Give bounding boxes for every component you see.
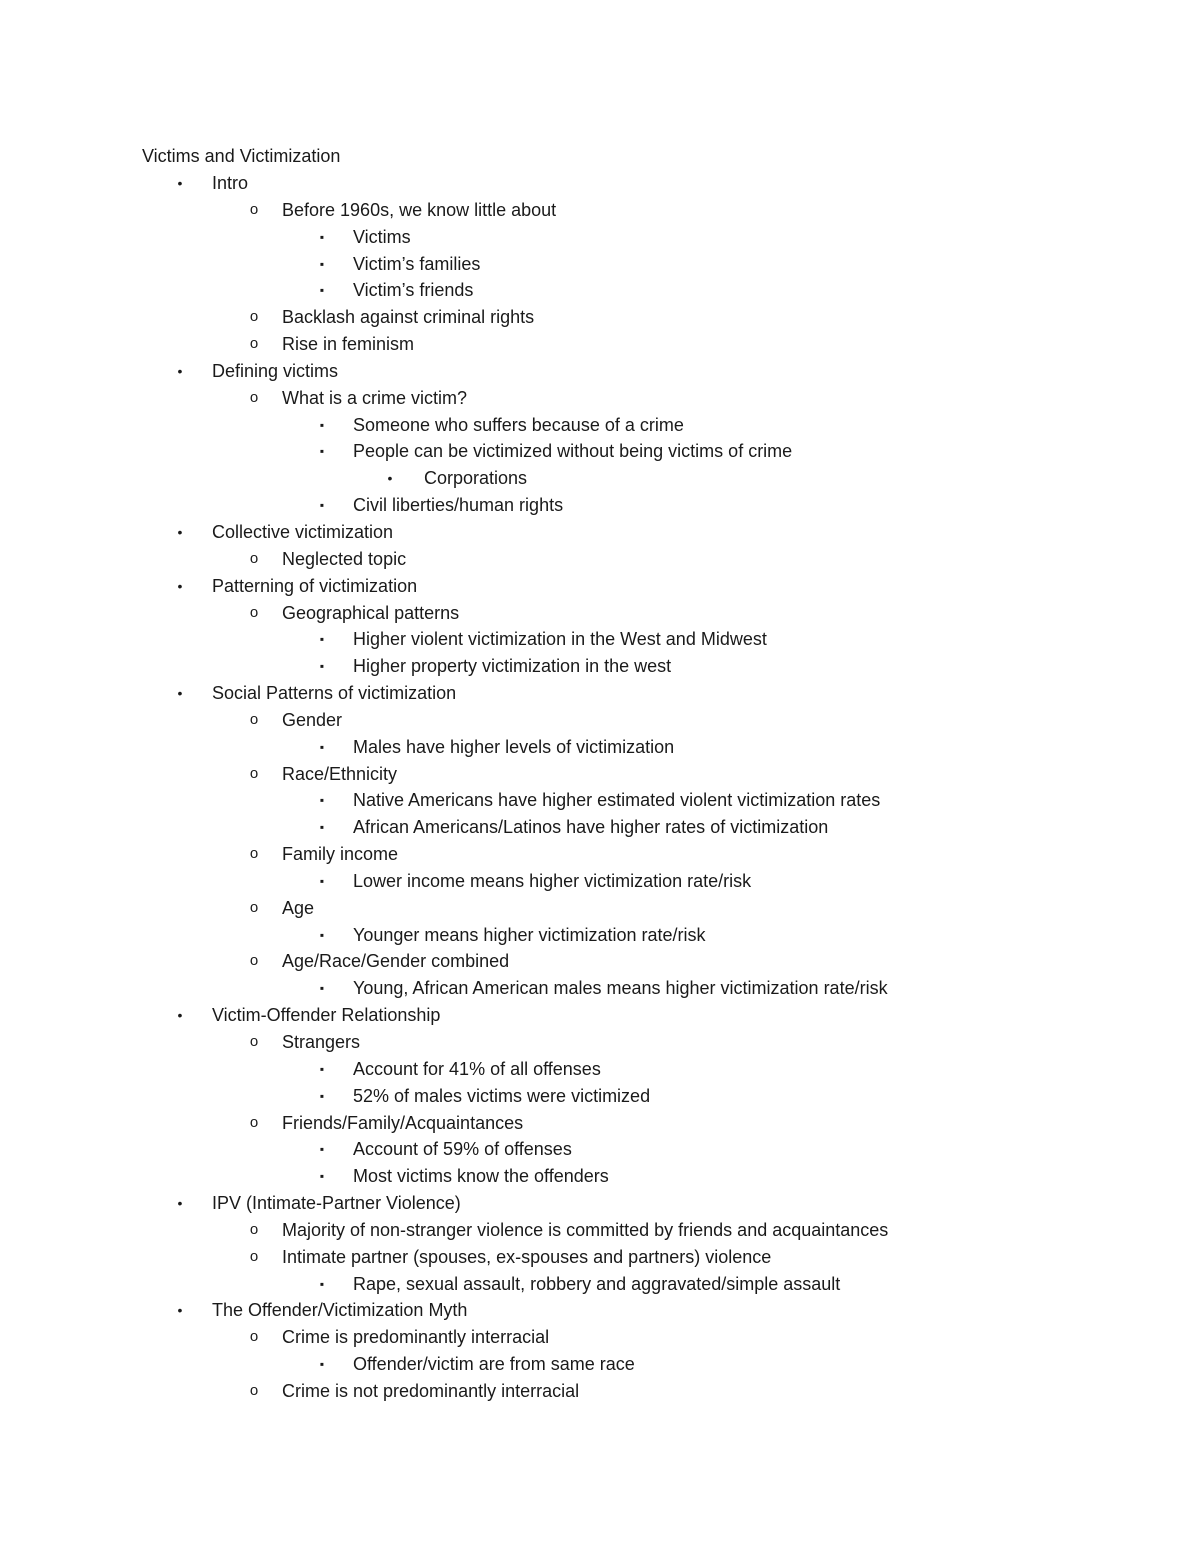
circle-marker-icon: o (249, 952, 259, 970)
list-item (0, 1002, 1200, 1029)
list-item-text: What is a crime victim? (282, 387, 468, 408)
list-item-text: Intro (212, 173, 249, 193)
square-marker-icon: ▪ (319, 498, 325, 513)
list-item-text: IPV (Intimate-Partner Violence) (212, 1193, 461, 1214)
list-item-text: Native Americans have higher estimated violent victimization rates (353, 790, 881, 811)
list-item (0, 841, 1200, 868)
bullet-marker-icon: • (177, 523, 183, 540)
list-item-text: Social Patterns of victimization (212, 683, 457, 704)
list-item-text: The Offender/Victimization Myth (212, 1300, 468, 1321)
list-item-text: 52% of males victims were victimized (353, 1085, 651, 1106)
square-marker-icon: ▪ (319, 873, 325, 888)
list-item-text: Geographical patterns (282, 602, 460, 623)
bullet-marker-icon: • (177, 1007, 183, 1024)
circle-marker-icon: o (249, 388, 259, 406)
list-item (0, 600, 1200, 627)
circle-marker-icon: o (249, 1033, 259, 1050)
square-marker-icon: ▪ (319, 793, 325, 808)
list-item-text: Victim’s friends (353, 280, 474, 301)
list-item-text: Lower income means higher victimization rate/risk (353, 870, 752, 891)
list-item (0, 707, 1200, 734)
list-item-text: Offender/victim are from same race (353, 1354, 635, 1375)
square-marker-icon: ▪ (319, 981, 325, 996)
list-item-text: Crime is predominantly interracial (282, 1327, 550, 1348)
list-item-text: Age/Race/Gender combined (282, 951, 510, 972)
list-item-text: Rape, sexual assault, robbery and aggravated/simple assault (353, 1273, 841, 1294)
list-item-text: Someone who suffers because of a crime (353, 414, 684, 435)
list-item (0, 465, 1200, 492)
square-marker-icon: ▪ (319, 1357, 325, 1372)
list-item-text: Family income (282, 844, 399, 865)
list-item (0, 948, 1200, 975)
bullet-marker-icon: • (177, 1195, 183, 1212)
bullet-marker-icon: • (177, 362, 183, 379)
square-marker-icon: ▪ (319, 283, 325, 298)
list-item-text: Collective victimization (212, 521, 394, 542)
list-item (0, 787, 1200, 814)
list-item (0, 1110, 1200, 1137)
list-item-text: Rise in feminism (282, 334, 415, 355)
square-marker-icon: ▪ (319, 927, 325, 942)
list-item-text: Backlash against criminal rights (282, 307, 535, 328)
circle-marker-icon: o (249, 335, 259, 353)
list-item (0, 385, 1200, 412)
circle-marker-icon: o (249, 898, 259, 916)
list-item-text: Victim-Offender Relationship (212, 1005, 441, 1026)
list-item-text: Victim’s families (353, 253, 481, 274)
list-item-text: Neglected topic (282, 548, 407, 569)
list-item-text: Younger means higher victimization rate/risk (353, 924, 706, 945)
list-item (0, 653, 1200, 680)
circle-marker-icon: o (249, 845, 259, 863)
list-item (0, 734, 1200, 761)
list-item-text: Corporations (424, 468, 528, 489)
bullet-marker-icon: • (177, 1302, 183, 1319)
square-marker-icon: ▪ (319, 739, 325, 754)
circle-marker-icon: o (249, 1113, 259, 1131)
circle-marker-icon: o (249, 1328, 259, 1346)
list-item (0, 170, 1200, 197)
bullet-marker-icon: • (177, 685, 183, 702)
list-item-text: Intimate partner (spouses, ex-spouses and partners) violence (282, 1246, 772, 1267)
list-item (0, 304, 1200, 331)
list-item-text: Before 1960s, we know little about (282, 199, 557, 220)
list-item (0, 197, 1200, 224)
list-item (0, 412, 1200, 439)
list-item-text: Account of 59% of offenses (353, 1139, 572, 1160)
circle-marker-icon: o (249, 1247, 259, 1265)
list-item (0, 1056, 1200, 1083)
list-item-text: Most victims know the offenders (353, 1166, 609, 1187)
list-item-text: Defining victims (212, 360, 339, 381)
list-item-text: Males have higher levels of victimization (353, 736, 675, 757)
list-item (0, 1271, 1200, 1298)
square-marker-icon: ▪ (319, 1088, 325, 1103)
list-item-text: Young, African American males means higher victimization rate/risk (353, 978, 888, 999)
list-item-text: Higher violent victimization in the West and Midwest (353, 629, 767, 650)
square-marker-icon: ▪ (319, 820, 325, 835)
square-marker-icon: ▪ (319, 1061, 325, 1076)
list-item (0, 251, 1200, 278)
list-item (0, 1244, 1200, 1271)
square-marker-icon: ▪ (319, 229, 325, 244)
outline-list (0, 170, 1200, 1405)
square-marker-icon: ▪ (319, 632, 325, 647)
list-item (0, 1378, 1200, 1405)
list-item (0, 868, 1200, 895)
square-marker-icon: ▪ (319, 417, 325, 432)
list-item (0, 680, 1200, 707)
list-item (0, 546, 1200, 573)
bullet-marker-icon: • (177, 175, 183, 191)
list-item (0, 922, 1200, 949)
list-item (0, 1217, 1200, 1244)
list-item (0, 1029, 1200, 1056)
circle-marker-icon: o (249, 1220, 259, 1238)
list-item (0, 975, 1200, 1002)
list-item (0, 277, 1200, 304)
square-marker-icon: ▪ (319, 1169, 325, 1184)
list-item (0, 1163, 1200, 1190)
list-item (0, 1136, 1200, 1163)
square-marker-icon: ▪ (319, 1142, 325, 1157)
list-item-text: Patterning of victimization (212, 575, 418, 596)
list-item-text: Higher property victimization in the west (353, 656, 672, 677)
square-marker-icon: ▪ (319, 659, 325, 674)
list-item-text: Crime is not predominantly interracial (282, 1380, 580, 1401)
list-item (0, 331, 1200, 358)
circle-marker-icon: o (249, 200, 259, 218)
list-item-text: Civil liberties/human rights (353, 495, 564, 516)
circle-marker-icon: o (249, 764, 259, 782)
circle-marker-icon: o (249, 308, 259, 326)
list-item-text: Gender (282, 709, 343, 730)
document-title: Victims and Victimization (142, 146, 341, 166)
list-item-text: Friends/Family/Acquaintances (282, 1112, 524, 1133)
list-item (0, 438, 1200, 465)
list-item (0, 626, 1200, 653)
list-item (0, 224, 1200, 251)
list-item-text: African Americans/Latinos have higher rates of victimization (353, 817, 829, 838)
list-item (0, 1190, 1200, 1217)
list-item (0, 761, 1200, 788)
list-item-text: Strangers (282, 1032, 361, 1052)
list-item (0, 519, 1200, 546)
list-item (0, 1324, 1200, 1351)
square-marker-icon: ▪ (319, 444, 325, 459)
circle-marker-icon: o (249, 549, 259, 567)
circle-marker-icon: o (249, 710, 259, 728)
list-item (0, 492, 1200, 519)
list-item-text: People can be victimized without being victims of crime (353, 441, 793, 462)
list-item (0, 1297, 1200, 1324)
square-marker-icon: ▪ (319, 256, 325, 271)
list-item-text: Age (282, 897, 315, 918)
list-item (0, 1351, 1200, 1378)
bullet-marker-icon: • (177, 577, 183, 594)
list-item-text: Account for 41% of all offenses (353, 1058, 601, 1079)
list-item (0, 814, 1200, 841)
list-item-text: Race/Ethnicity (282, 763, 398, 784)
bullet-marker-icon: • (387, 470, 393, 487)
circle-marker-icon: o (249, 1381, 259, 1399)
list-item-text: Victims (353, 226, 411, 247)
list-item (0, 1083, 1200, 1110)
list-item-text: Majority of non-stranger violence is committed by friends and acquaintances (282, 1219, 889, 1240)
list-item (0, 573, 1200, 600)
list-item (0, 895, 1200, 922)
list-item (0, 358, 1200, 385)
circle-marker-icon: o (249, 603, 259, 621)
square-marker-icon: ▪ (319, 1276, 325, 1291)
